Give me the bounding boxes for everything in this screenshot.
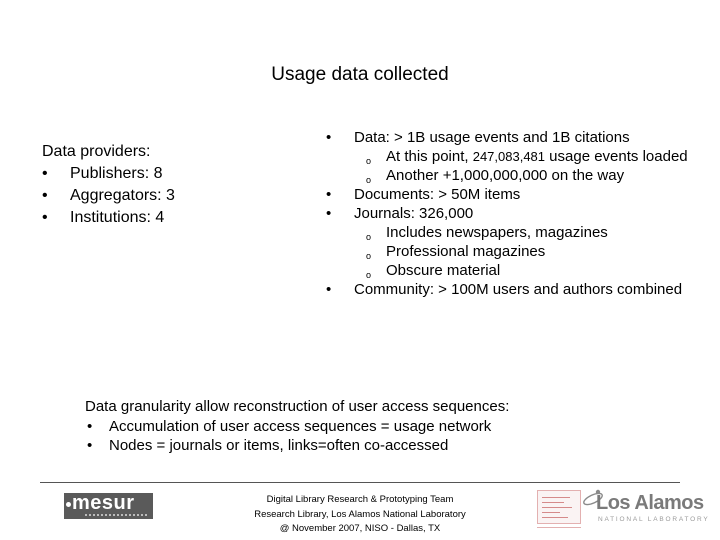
sub-bullet-icon: o	[366, 251, 372, 261]
bullet-icon: •	[326, 281, 332, 298]
sub-bullet-icon: o	[366, 270, 372, 280]
bullet-icon: •	[87, 437, 93, 454]
logo-dotted-line	[85, 514, 148, 516]
list-item: • Accumulation of user access sequences = usage network	[87, 417, 492, 435]
mesur-logo-text: mesur	[72, 492, 135, 514]
bullet-icon: •	[87, 417, 93, 435]
list-item: • Documents: > 50M items	[326, 186, 521, 203]
list-item: • Journals: 326,000	[326, 205, 474, 222]
slide-title: Usage data collected	[271, 64, 449, 85]
sub-list-item: o Another +1,000,000,000 on the way	[318, 166, 708, 185]
list-item: • Nodes = journals or items, links=often co-accessed	[87, 437, 449, 454]
list-item: • Community: > 100M users and authors combined	[326, 281, 683, 298]
bullet-icon: •	[42, 165, 48, 182]
footer-divider	[40, 482, 680, 483]
logo-dot-icon	[66, 502, 71, 507]
lanl-name: Los Alamos	[596, 492, 704, 514]
footer-credits	[230, 493, 490, 537]
research-library-mark-icon	[537, 490, 581, 524]
list-item: • Aggregators: 3	[42, 185, 175, 207]
credits-line: Digital Library Research & Prototyping Team	[266, 494, 454, 505]
granularity-block	[85, 397, 509, 456]
bullet-icon: •	[42, 209, 48, 226]
granularity-lead: Data granularity allow reconstruction of user access sequences:	[85, 398, 510, 415]
logo-strip	[537, 527, 581, 528]
sub-list-item: o Obscure material	[318, 261, 708, 280]
credits-line: Research Library, Los Alamos National Laboratory	[254, 508, 466, 520]
sub-list-item: o Includes newspapers, magazines	[318, 223, 708, 242]
sub-bullet-icon: o	[366, 175, 372, 185]
usage-stats-list	[318, 128, 708, 299]
data-providers-list	[42, 141, 175, 229]
lanl-subtitle: NATIONAL LABORATORY	[598, 516, 710, 523]
mesur-logo	[64, 493, 153, 519]
bullet-icon: •	[326, 205, 332, 222]
bullet-icon: •	[326, 129, 332, 146]
sub-list-item: o Professional magazines	[318, 242, 708, 261]
los-alamos-logo	[537, 485, 710, 533]
sub-list-item: o At this point, 247,083,481 usage events loaded	[318, 147, 708, 166]
list-item: • Publishers: 8	[42, 163, 175, 185]
providers-heading: Data providers:	[42, 143, 151, 160]
bullet-icon: •	[326, 186, 332, 203]
list-item: • Data: > 1B usage events and 1B citations	[326, 129, 630, 146]
list-item: • Institutions: 4	[42, 207, 175, 229]
sub-bullet-icon: o	[366, 156, 372, 166]
credits-line: @ November 2007, NISO - Dallas, TX	[279, 523, 441, 534]
sub-bullet-icon: o	[366, 232, 372, 242]
bullet-icon: •	[42, 187, 48, 204]
